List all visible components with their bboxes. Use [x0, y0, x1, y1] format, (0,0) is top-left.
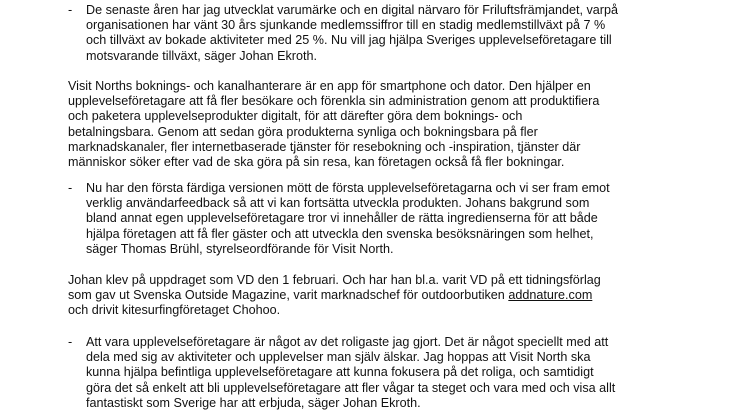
- quote-paragraph-3: [86, 335, 686, 411]
- text-line: och drivit kitesurfingföretaget Chohoo.: [68, 303, 281, 318]
- text-line: hjälpa företagen att få fler gäster och att utveckla den svenska besöksnäringen som helhet,: [86, 226, 594, 241]
- quote-dash: -: [68, 181, 73, 195]
- addnature-link[interactable]: addnature.com: [508, 288, 593, 303]
- text-line: och paketera upplevelseprodukter digitalt, för att därefter göra dem boknings- och: [68, 109, 523, 124]
- text-line-with-link: [68, 288, 668, 303]
- text-line: betalningsbara. Genom att sedan göra produkterna synliga och bokningsbara på fler: [68, 124, 538, 139]
- text-line: och tillväxt av bokade aktiviteter med 25 %. Nu vill jag hjälpa Sveriges upplevelseföretagare till: [86, 33, 612, 48]
- text-line: organisationen har vänt 30 års sjunkande medlemssiffror till en stadig medlemstillväxt på 7 %: [86, 18, 606, 33]
- body-paragraph-2: [68, 273, 668, 319]
- text-line: Johan klev på uppdraget som VD den 1 februari. Och har han bl.a. varit VD på ett tidningsförlag: [68, 273, 601, 287]
- text-line: säger Thomas Brühl, styrelseordförande för Visit North.: [86, 241, 394, 256]
- text-line: De senaste åren har jag utvecklat varumärke och en digital närvaro för Friluftsfrämjandet, varpå: [86, 3, 618, 17]
- text-line: dela med sig av aktiviteter och upplevelser man själv älskar. Jag hoppas att Visit North ska: [86, 350, 591, 365]
- text-line: marknadskanaler, fler internetbaserade tjänster för resebokning och -inspiration, tjänster där: [68, 139, 581, 154]
- text-line: verklig användarfeedback så att vi kan fortsätta utveckla produkten. Johans bakgrund som: [86, 196, 590, 211]
- quote-paragraph-2: [86, 181, 686, 257]
- quote-dash: -: [68, 335, 73, 349]
- text-line: kunna hjälpa befintliga upplevelseföretagare att kunna fokusera på det roliga, och samtidigt: [86, 365, 594, 380]
- text-line: Visit Norths boknings- och kanalhanterare är en app för smartphone och dator. Den hjälper en: [68, 79, 591, 93]
- text-line: motsvarande tillväxt, säger Johan Ekroth.: [86, 48, 317, 63]
- text-line: människor söker efter vad de ska göra på sin resa, kan företagen också få fler bokningar.: [68, 155, 565, 170]
- text-line: Att vara upplevelseföretagare är något av det roligaste jag gjort. Det är något speciellt med att: [86, 335, 609, 349]
- text-line: bland annat egen upplevelseföretagare tror vi innehåller de rätta ingredienserna för att både: [86, 211, 598, 226]
- text-line: göra det så enkelt att bli upplevelseföretagare att fler vågar ta steget och vara med och visa allt: [86, 380, 616, 395]
- text-segment: som gav ut Svenska Outside Magazine, varit marknadschef för outdoorbutiken: [68, 288, 509, 303]
- text-line: fantastiskt som Sverige har att erbjuda, säger Johan Ekroth.: [86, 395, 421, 410]
- quote-dash: -: [68, 3, 73, 17]
- text-line: upplevelseföretagare att få fler besökare och förenkla sin administration genom att produktifiera: [68, 94, 600, 109]
- text-line: Nu har den första färdiga versionen mött de första upplevelseföretagarna och vi ser fram emot: [86, 181, 610, 195]
- body-paragraph-1: [68, 79, 668, 170]
- quote-paragraph-1: [86, 3, 686, 64]
